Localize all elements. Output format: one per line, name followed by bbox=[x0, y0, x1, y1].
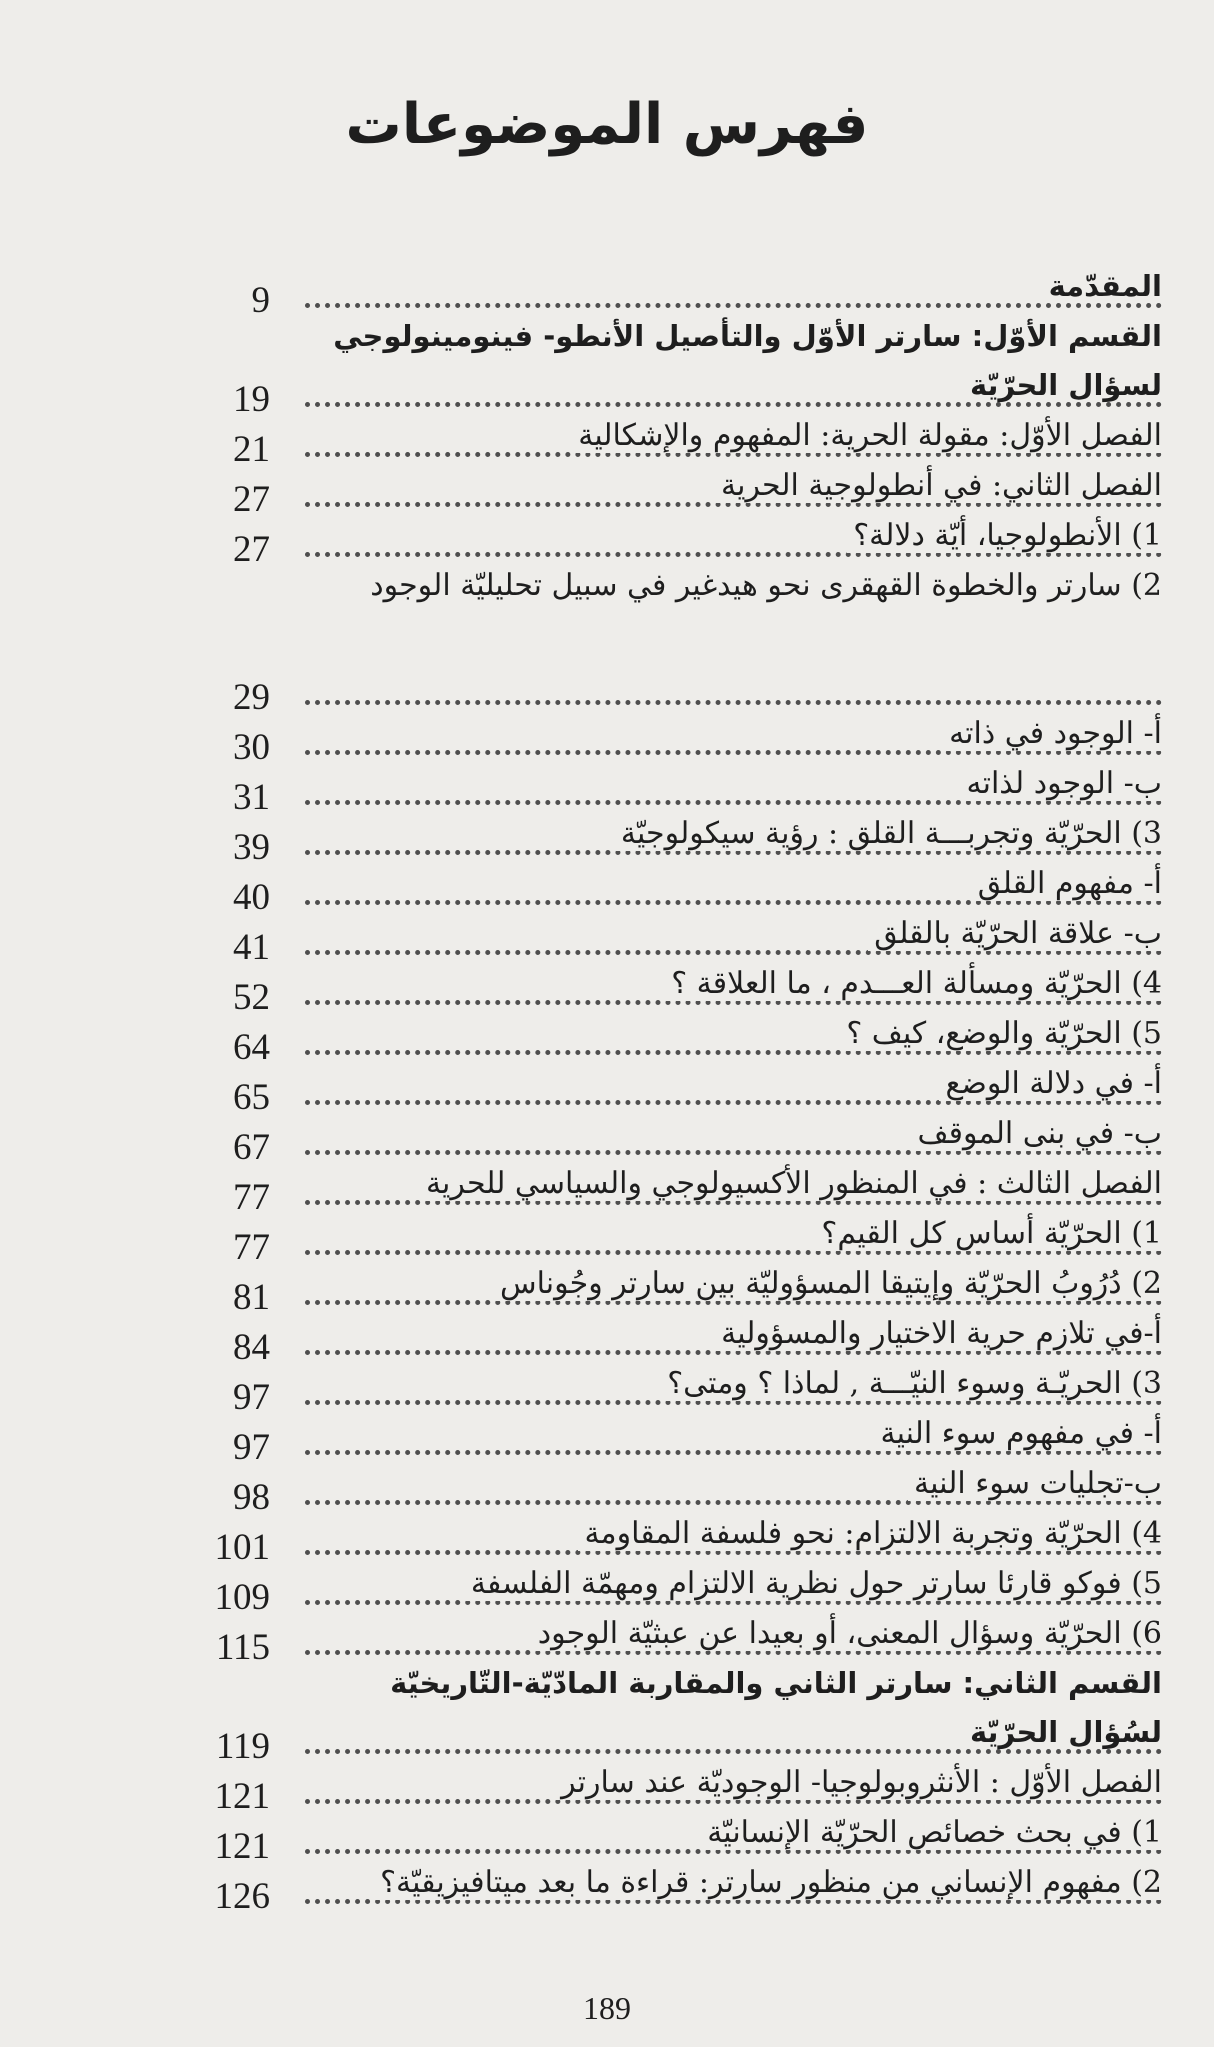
toc-entry-page: 64 bbox=[233, 1027, 270, 1068]
toc-entry-text: 4) الحرّيّة ومسألة العـــدم ، ما العلاقة ؟ bbox=[665, 966, 1162, 1001]
toc-entry-page: 19 bbox=[233, 379, 270, 420]
toc-entry-text: أ- مفهوم القلق bbox=[972, 866, 1162, 901]
toc-entry bbox=[190, 411, 1162, 470]
toc-entry-text: 5) فوكو قارئا سارتر حول نظرية الالتزام ومهمّة الفلسفة bbox=[465, 1566, 1162, 1601]
toc-entry-text: 1) الحرّيّة أساس كل القيم؟ bbox=[815, 1216, 1162, 1251]
toc-entry-title bbox=[305, 859, 1162, 908]
toc-entry-text: الفصل الثالث : في المنظور الأكسيولوجي والسياسي للحرية bbox=[420, 1166, 1162, 1201]
toc-entry-page: 121 bbox=[214, 1826, 270, 1867]
toc-entry-title bbox=[305, 461, 1162, 510]
toc-entry-page: 21 bbox=[233, 429, 270, 470]
toc-entry-title bbox=[305, 1609, 1162, 1658]
toc-entry bbox=[190, 1808, 1162, 1867]
toc-entry-text: أ- في مفهوم سوء النية bbox=[874, 1416, 1162, 1451]
toc-entry bbox=[190, 709, 1162, 768]
toc-entry bbox=[190, 461, 1162, 520]
toc-entry bbox=[190, 312, 1162, 420]
toc-entry-page: 77 bbox=[233, 1227, 270, 1268]
toc-entry bbox=[190, 1559, 1162, 1618]
toc-entry-text: 1) في بحث خصائص الحرّيّة الإنسانيّة bbox=[701, 1815, 1162, 1850]
toc-entry-page: 9 bbox=[251, 280, 270, 321]
toc-entry-page: 121 bbox=[214, 1776, 270, 1817]
toc-entry-text: أ-في تلازم حرية الاختيار والمسؤولية bbox=[715, 1316, 1162, 1351]
toc-entry bbox=[190, 1509, 1162, 1568]
toc-entry-page: 126 bbox=[214, 1876, 270, 1917]
toc-entry-page: 65 bbox=[233, 1077, 270, 1118]
toc-entry-title bbox=[305, 561, 1162, 610]
toc-entry-title bbox=[305, 1559, 1162, 1608]
toc-entry-text: أ- في دلالة الوضع bbox=[939, 1066, 1162, 1101]
toc-entry bbox=[190, 1309, 1162, 1368]
toc-entry-title bbox=[305, 1309, 1162, 1358]
toc-entry-title bbox=[305, 1659, 1162, 1757]
toc-entry bbox=[190, 1009, 1162, 1068]
toc-entry-text: ب- علاقة الحرّيّة بالقلق bbox=[868, 916, 1162, 951]
toc-entry-page: 97 bbox=[233, 1427, 270, 1468]
toc-entry bbox=[190, 1259, 1162, 1318]
toc-entry-page: 29 bbox=[233, 677, 270, 718]
toc-entry-page: 84 bbox=[233, 1327, 270, 1368]
toc-entry-title bbox=[305, 709, 1162, 758]
table-of-contents bbox=[190, 262, 1162, 1917]
toc-entry bbox=[190, 1059, 1162, 1118]
toc-entry bbox=[190, 959, 1162, 1018]
toc-entry-page: 39 bbox=[233, 827, 270, 868]
toc-entry-page: 67 bbox=[233, 1127, 270, 1168]
toc-entry-title bbox=[305, 312, 1162, 410]
toc-entry bbox=[190, 1359, 1162, 1418]
toc-entry-text: الفصل الأوّل : الأنثروبولوجيا- الوجوديّة عند سارتر bbox=[555, 1765, 1162, 1800]
toc-entry-page: 98 bbox=[233, 1477, 270, 1518]
toc-entry-text: أ- الوجود في ذاته bbox=[943, 716, 1162, 751]
toc-entry-title bbox=[305, 262, 1162, 311]
toc-entry-text: 5) الحرّيّة والوضع، كيف ؟ bbox=[840, 1016, 1162, 1051]
toc-entry-text: 2) مفهوم الإنساني من منظور سارتر: قراءة ما بعد ميتافيزيقيّة؟ bbox=[374, 1865, 1162, 1900]
toc-entry bbox=[190, 809, 1162, 868]
toc-entry-page: 30 bbox=[233, 727, 270, 768]
toc-entry-title bbox=[305, 1409, 1162, 1458]
toc-entry bbox=[190, 1409, 1162, 1468]
page-title: فهرس الموضوعات bbox=[345, 92, 869, 157]
toc-entry bbox=[190, 1758, 1162, 1817]
toc-entry-text: ب- في بنى الموقف bbox=[912, 1116, 1162, 1151]
toc-entry-page: 41 bbox=[233, 927, 270, 968]
page-number: 189 bbox=[583, 1990, 631, 2026]
toc-entry-page: 109 bbox=[214, 1577, 270, 1618]
toc-entry-page: 81 bbox=[233, 1277, 270, 1318]
toc-entry-text: ب-تجليات سوء النية bbox=[908, 1466, 1162, 1501]
toc-entry bbox=[190, 1109, 1162, 1168]
toc-entry-page: 52 bbox=[233, 977, 270, 1018]
toc-entry-page: 115 bbox=[215, 1627, 270, 1668]
toc-entry-text: 2) دُرُوبُ الحرّيّة وإيتيقا المسؤوليّة بين سارتر وجُوناس bbox=[494, 1266, 1162, 1301]
toc-entry-text: 3) الحرّيّة وتجربـــة القلق : رؤية سيكولوجيّة bbox=[615, 816, 1162, 851]
toc-entry-title bbox=[305, 1359, 1162, 1408]
toc-entry-title bbox=[305, 1808, 1162, 1857]
toc-entry-page: 27 bbox=[233, 529, 270, 570]
toc-entry-text: الفصل الأوّل: مقولة الحرية: المفهوم والإشكالية bbox=[572, 418, 1162, 453]
toc-entry-text: 4) الحرّيّة وتجربة الالتزام: نحو فلسفة المقاومة bbox=[578, 1516, 1162, 1551]
toc-entry-text: الفصل الثاني: في أنطولوجية الحرية bbox=[715, 468, 1162, 503]
toc-entry bbox=[190, 1609, 1162, 1668]
toc-entry-text: القسم الثاني: سارتر الثاني والمقاربة المادّيّة-التّاريخيّة لسُؤال الحرّيّة bbox=[390, 1666, 1162, 1749]
toc-entry-page: 77 bbox=[233, 1177, 270, 1218]
toc-entry bbox=[190, 759, 1162, 818]
toc-entry bbox=[190, 1209, 1162, 1268]
toc-entry-title bbox=[305, 1858, 1162, 1907]
toc-entry-title bbox=[305, 1009, 1162, 1058]
toc-entry-title bbox=[305, 1109, 1162, 1158]
toc-entry bbox=[190, 561, 1162, 718]
toc-entry-title bbox=[305, 959, 1162, 1008]
toc-entry-title bbox=[305, 1159, 1162, 1208]
toc-entry-text: ب- الوجود لذاته bbox=[961, 766, 1162, 801]
toc-entry-text: 1) الأنطولوجيا، أيّة دلالة؟ bbox=[847, 518, 1162, 553]
toc-entry-title bbox=[305, 1259, 1162, 1308]
toc-entry-title bbox=[305, 1059, 1162, 1108]
toc-entry-page: 101 bbox=[214, 1527, 270, 1568]
toc-entry bbox=[190, 909, 1162, 968]
toc-entry-page: 31 bbox=[233, 777, 270, 818]
toc-entry bbox=[190, 262, 1162, 321]
toc-entry bbox=[190, 1858, 1162, 1917]
dot-leader bbox=[305, 696, 1162, 705]
toc-entry-text: المقدّمة bbox=[1043, 269, 1162, 303]
toc-entry bbox=[190, 1159, 1162, 1218]
toc-entry-text: القسم الأوّل: سارتر الأوّل والتأصيل الأنطو- فينومينولوجي لسؤال الحرّيّة bbox=[333, 319, 1162, 402]
toc-entry-page: 27 bbox=[233, 479, 270, 520]
toc-entry-title bbox=[305, 1758, 1162, 1807]
toc-entry-title bbox=[305, 1209, 1162, 1258]
toc-entry-title bbox=[305, 1509, 1162, 1558]
toc-entry-title bbox=[305, 759, 1162, 808]
toc-entry-page: 97 bbox=[233, 1377, 270, 1418]
toc-entry-text: 2) سارتر والخطوة القهقرى نحو هيدغير في سبيل تحليليّة الوجود bbox=[364, 568, 1162, 603]
toc-entry-title bbox=[305, 809, 1162, 858]
toc-entry-title bbox=[305, 411, 1162, 460]
toc-entry-page: 40 bbox=[233, 877, 270, 918]
toc-entry-title bbox=[305, 909, 1162, 958]
toc-entry-text: 3) الحريّـة وسوء النيّـــة , لماذا ؟ ومتى؟ bbox=[661, 1366, 1162, 1401]
toc-entry-page: 119 bbox=[215, 1726, 270, 1767]
toc-entry bbox=[190, 511, 1162, 570]
toc-entry bbox=[190, 859, 1162, 918]
toc-entry-text: 6) الحرّيّة وسؤال المعنى، أو بعيدا عن عبثيّة الوجود bbox=[532, 1616, 1162, 1651]
toc-entry-title bbox=[305, 511, 1162, 560]
toc-entry bbox=[190, 1659, 1162, 1767]
toc-entry-title bbox=[305, 1459, 1162, 1508]
toc-entry bbox=[190, 1459, 1162, 1518]
